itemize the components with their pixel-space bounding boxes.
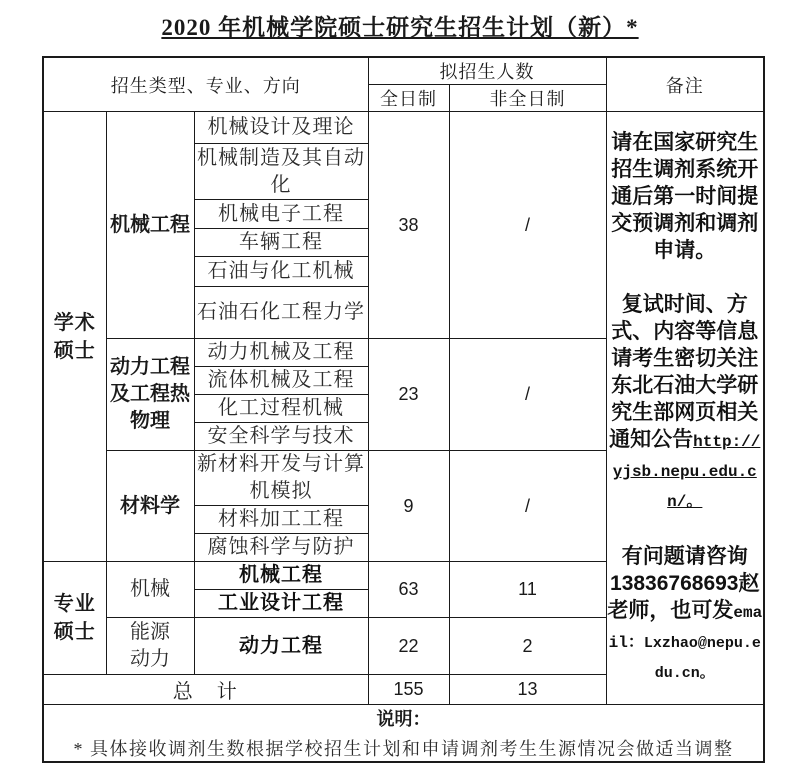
major-cell-mechanical: 机械 xyxy=(106,562,194,618)
major-cell-materials-science: 材料学 xyxy=(106,451,194,562)
total-label-cell: 总 计 xyxy=(43,675,368,705)
direction-cell: 新材料开发与计算机模拟 xyxy=(194,451,368,506)
remark-contact-text: 有问题请咨询13836768693赵老师，也可发 xyxy=(607,545,760,622)
remark-cell xyxy=(606,112,764,705)
remark-email-label: email： xyxy=(608,604,763,652)
direction-cell: 机械电子工程 xyxy=(194,200,368,229)
header-parttime: 非全日制 xyxy=(449,85,606,112)
parttime-count-cell: / xyxy=(449,112,606,339)
header-planned-count: 拟招生人数 xyxy=(368,57,606,85)
parttime-count-cell: 11 xyxy=(449,562,606,618)
parttime-count-cell: / xyxy=(449,339,606,451)
direction-cell: 动力工程 xyxy=(194,618,368,675)
remark-email-address: Lxzhao@nepu.edu.cn。 xyxy=(643,635,761,682)
direction-cell: 车辆工程 xyxy=(194,229,368,257)
major-cell-mechanical-engineering: 机械工程 xyxy=(106,112,194,339)
fulltime-count-cell: 9 xyxy=(368,451,449,562)
enrollment-table xyxy=(42,56,765,763)
type-cell-academic: 学术硕士 xyxy=(43,112,106,562)
remark-url-link[interactable]: http://yjsb.nepu.edu.cn/。 xyxy=(612,433,761,511)
major-cell-energy-power: 能源动力 xyxy=(106,618,194,675)
page-title: 2020 年机械学院硕士研究生招生计划（新）* xyxy=(161,15,639,40)
fulltime-count-cell: 22 xyxy=(368,618,449,675)
fulltime-count-cell: 63 xyxy=(368,562,449,618)
direction-cell: 石油石化工程力学 xyxy=(194,287,368,339)
fulltime-count-cell: 23 xyxy=(368,339,449,451)
note-label: 说明： xyxy=(376,709,431,729)
direction-cell: 动力机械及工程 xyxy=(194,339,368,367)
total-fulltime-cell: 155 xyxy=(368,675,449,705)
remark-paragraph-adjustment: 请在国家研究生招生调剂系统开通后第一时间提交预调剂和调剂申请。 xyxy=(611,131,759,262)
direction-cell: 材料加工工程 xyxy=(194,506,368,534)
direction-cell: 安全科学与技术 xyxy=(194,423,368,451)
major-cell-power-engineering: 动力工程及工程热物理 xyxy=(106,339,194,451)
header-fulltime: 全日制 xyxy=(368,85,449,112)
direction-cell: 石油与化工机械 xyxy=(194,257,368,287)
header-category: 招生类型、专业、方向 xyxy=(43,57,368,112)
fulltime-count-cell: 38 xyxy=(368,112,449,339)
total-parttime-cell: 13 xyxy=(449,675,606,705)
direction-cell: 工业设计工程 xyxy=(194,590,368,618)
direction-cell: 流体机械及工程 xyxy=(194,367,368,395)
remark-paragraph-retest xyxy=(607,291,764,516)
direction-cell: 机械工程 xyxy=(194,562,368,590)
direction-cell: 化工过程机械 xyxy=(194,395,368,423)
header-remark: 备注 xyxy=(606,57,764,112)
direction-cell: 机械设计及理论 xyxy=(194,112,368,144)
direction-cell: 机械制造及其自动化 xyxy=(194,144,368,200)
note-cell xyxy=(43,705,764,763)
remark-paragraph-contact xyxy=(607,543,764,687)
type-cell-professional: 专业硕士 xyxy=(43,562,106,675)
remark-retest-text: 复试时间、方式、内容等信息请考生密切关注东北石油大学研究生部网页相关通知公告 xyxy=(609,293,759,451)
parttime-count-cell: / xyxy=(449,451,606,562)
direction-cell: 腐蚀科学与防护 xyxy=(194,534,368,562)
note-text: * 具体接收调剂生数根据学校招生计划和申请调剂考生生源情况会做适当调整 xyxy=(73,739,734,759)
parttime-count-cell: 2 xyxy=(449,618,606,675)
